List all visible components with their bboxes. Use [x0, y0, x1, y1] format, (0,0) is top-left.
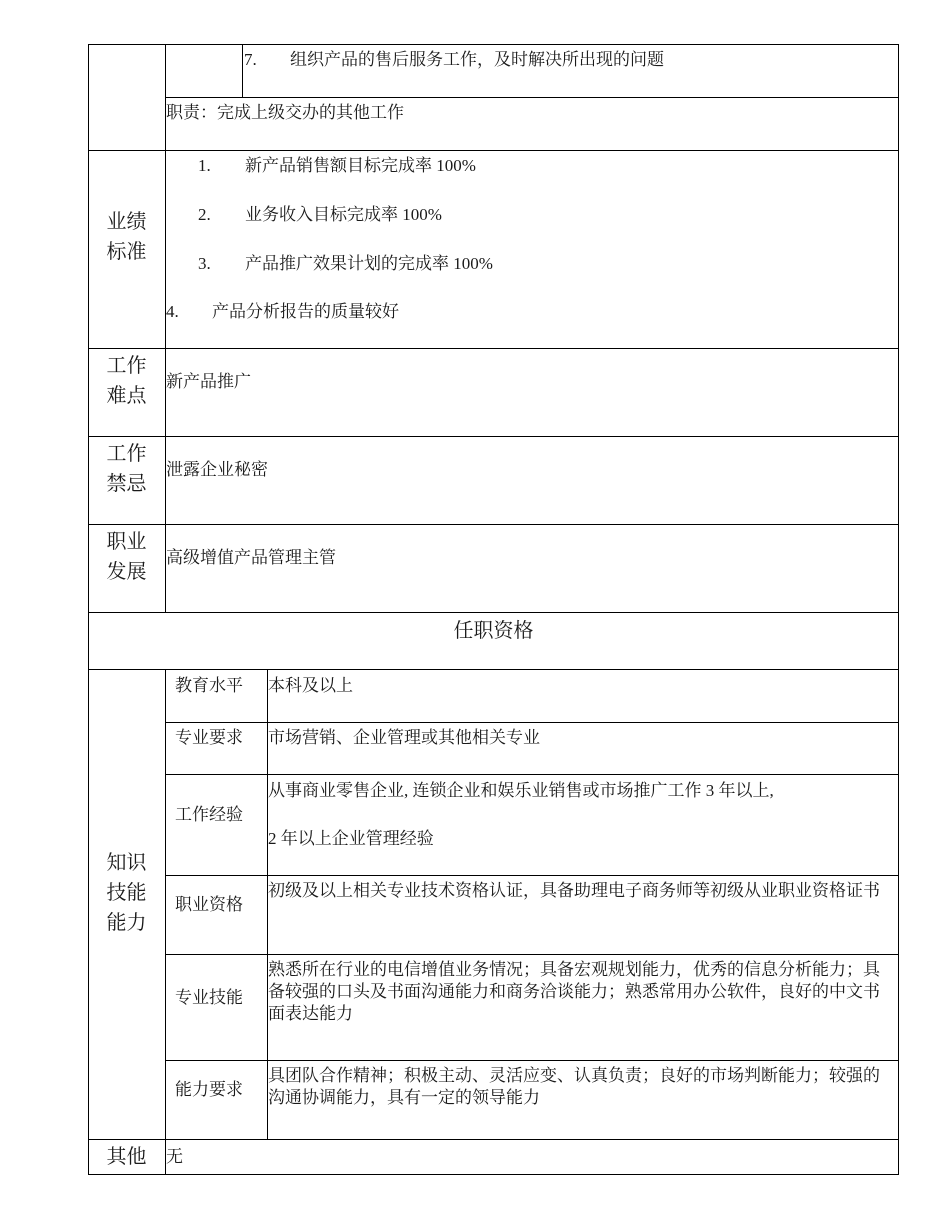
qualification-header: 任职资格 [453, 620, 534, 642]
rule [88, 150, 899, 151]
certificate-value: 初级及以上相关专业技术资格认证，具备助理电子商务师等初级从业职业资格证书 [268, 881, 880, 900]
performance-item-3-text: 产品推广效果计划的完成率 100% [245, 254, 493, 273]
ability-label: 能力要求 [175, 1080, 243, 1099]
rule [88, 348, 899, 349]
performance-item-4-number: 4. [166, 302, 179, 321]
rule [165, 1060, 899, 1061]
career-label: 职业 发展 [106, 531, 147, 583]
rule [165, 669, 166, 1175]
performance-item-2-text: 业务收入目标完成率 100% [245, 205, 442, 224]
career-value: 高级增值产品管理主管 [166, 548, 336, 567]
rule [88, 669, 899, 670]
duty-other: 职责：完成上级交办的其他工作 [166, 103, 404, 122]
education-value: 本科及以上 [268, 676, 353, 695]
rule [242, 44, 243, 97]
rule [165, 875, 899, 876]
skills-label: 专业技能 [175, 988, 243, 1007]
rule [88, 436, 899, 437]
rule [88, 44, 899, 45]
certificate-label: 职业资格 [175, 895, 243, 914]
experience-value-line1: 从事商业零售企业, 连锁企业和娱乐业销售或市场推广工作 3 年以上, [268, 781, 774, 800]
other-label: 其他 [106, 1146, 147, 1168]
taboo-label: 工作 禁忌 [106, 443, 147, 495]
rule [165, 722, 899, 723]
duty-item-7-text: 组织产品的售后服务工作，及时解决所出现的问题 [290, 50, 664, 69]
skills-value: 熟悉所在行业的电信增值业务情况；具备宏观规划能力，优秀的信息分析能力；具备较强的口头及书面沟通能力和商务洽谈能力；熟悉常用办公软件，良好的中文书面表达能力 [268, 960, 880, 1023]
performance-label: 业绩 标准 [106, 211, 147, 263]
experience-value-line2: 2 年以上企业管理经验 [268, 829, 434, 848]
rule [165, 954, 899, 955]
duty-item-7-number: 7. [244, 50, 257, 69]
major-label: 专业要求 [175, 728, 243, 747]
experience-label: 工作经验 [175, 805, 243, 824]
rule [88, 612, 899, 613]
rule [898, 44, 899, 1175]
difficulty-value: 新产品推广 [166, 372, 251, 391]
rule [165, 97, 899, 98]
performance-item-3-number: 3. [198, 254, 211, 273]
rule [165, 44, 166, 612]
taboo-value: 泄露企业秘密 [166, 460, 268, 479]
rule [88, 1139, 899, 1140]
difficulty-label: 工作 难点 [106, 355, 147, 407]
other-value: 无 [166, 1147, 183, 1166]
performance-item-1-number: 1. [198, 156, 211, 175]
knowledge-label: 知识 技能 能力 [106, 852, 147, 934]
education-label: 教育水平 [175, 676, 243, 695]
major-value: 市场营销、企业管理或其他相关专业 [268, 728, 540, 747]
rule [88, 1174, 899, 1175]
rule [88, 524, 899, 525]
rule [165, 774, 899, 775]
performance-item-1-text: 新产品销售额目标完成率 100% [245, 156, 476, 175]
ability-value: 具团队合作精神；积极主动、灵活应变、认真负责；良好的市场判断能力；较强的沟通协调能力，具有一定的领导能力 [268, 1066, 880, 1107]
performance-item-4-text: 产品分析报告的质量较好 [212, 302, 399, 321]
performance-item-2-number: 2. [198, 205, 211, 224]
